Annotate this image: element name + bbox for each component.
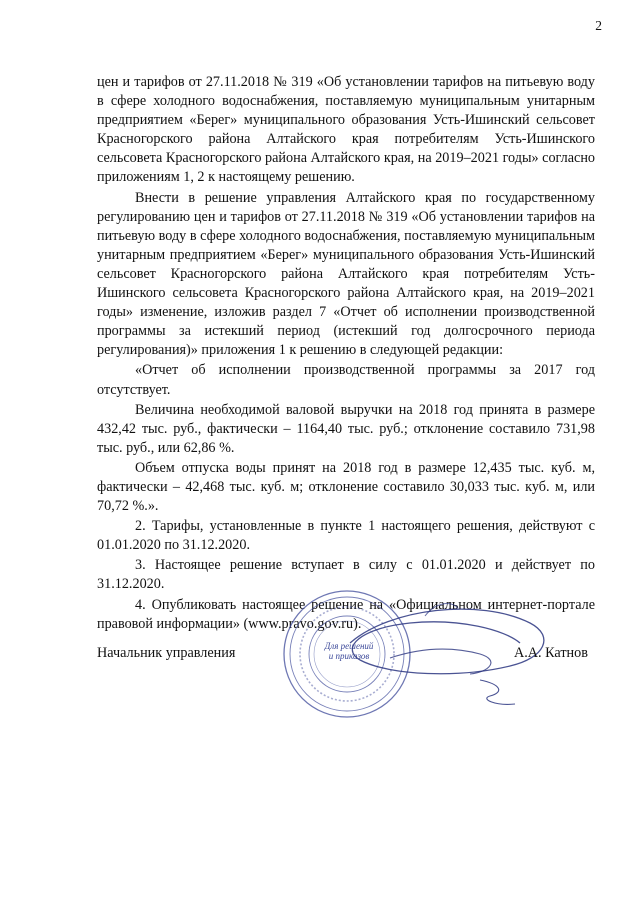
paragraph-item-2: 2. Тарифы, установленные в пункте 1 настоящего решения, действуют с 01.01.2020 по 31.12.2020.	[97, 518, 595, 554]
paragraph-revenue: Величина необходимой валовой выручки на 2018 год принята в размере 432,42 тыс. руб., фактически – 1164,40 тыс. руб.; отклонение составило 731,98 тыс. руб., или 62,86 %.	[97, 401, 595, 456]
paragraph-continuation: цен и тарифов от 27.11.2018 № 319 «Об установлении тарифов на питьевую воду в сфере холодного водоснабжения, поставляемую муниципальным унитарным предприятием «Берег» муниципального образования Усть-Ишинский сельсовет Красногорского района Алтайского края потребителям Усть-Ишинского сельсовета Красногорского района Алтайского края, на 2019–2021 годы» согласно приложениям 1, 2 к настоящему решению.	[97, 74, 595, 186]
stamp-text-line-2: и приказов	[328, 651, 370, 661]
document-body	[97, 73, 595, 634]
stamp-text-line-1: Для решений	[324, 641, 374, 651]
paragraph-item-3: 3. Настоящее решение вступает в силу с 01.01.2020 и действует по 31.12.2020.	[97, 557, 595, 593]
paragraph-item-4: 4. Опубликовать настоящее решение на «Официальном интернет-портале правовой информации» (www.pravo.gov.ru).	[97, 596, 595, 632]
paragraph-report-quote: «Отчет об исполнении производственной программы за 2017 год отсутствует.	[97, 362, 595, 398]
paragraph-amendment: Внести в решение управления Алтайского края по государственному регулированию цен и тарифов от 27.11.2018 № 319 «Об установлении тарифов на питьевую воду в сфере холодного водоснабжения, поставляемую муниципальным унитарным предприятием «Берег» муниципального образования Усть-Ишинский сельсовет Красногорского района Алтайского края потребителям Усть-Ишинского сельсовета Красногорского района Алтайского края, на 2019–2021 годы» изменение, изложив раздел 7 «Отчет об исполнении производственной программы за истекший период (истекший год долгосрочного периода регулирования)» приложения 1 к решению в следующей редакции:	[97, 189, 595, 359]
signer-name: А.А. Катнов	[514, 645, 588, 661]
signer-position-title: Начальник управления	[97, 645, 236, 661]
paragraph-water-volume: Объем отпуска воды принят на 2018 год в размере 12,435 тыс. куб. м, фактически – 42,468 тыс. куб. м; отклонение составило 30,033 тыс. куб. м, или 70,72 %.».	[97, 459, 595, 515]
page-number: 2	[595, 18, 602, 33]
